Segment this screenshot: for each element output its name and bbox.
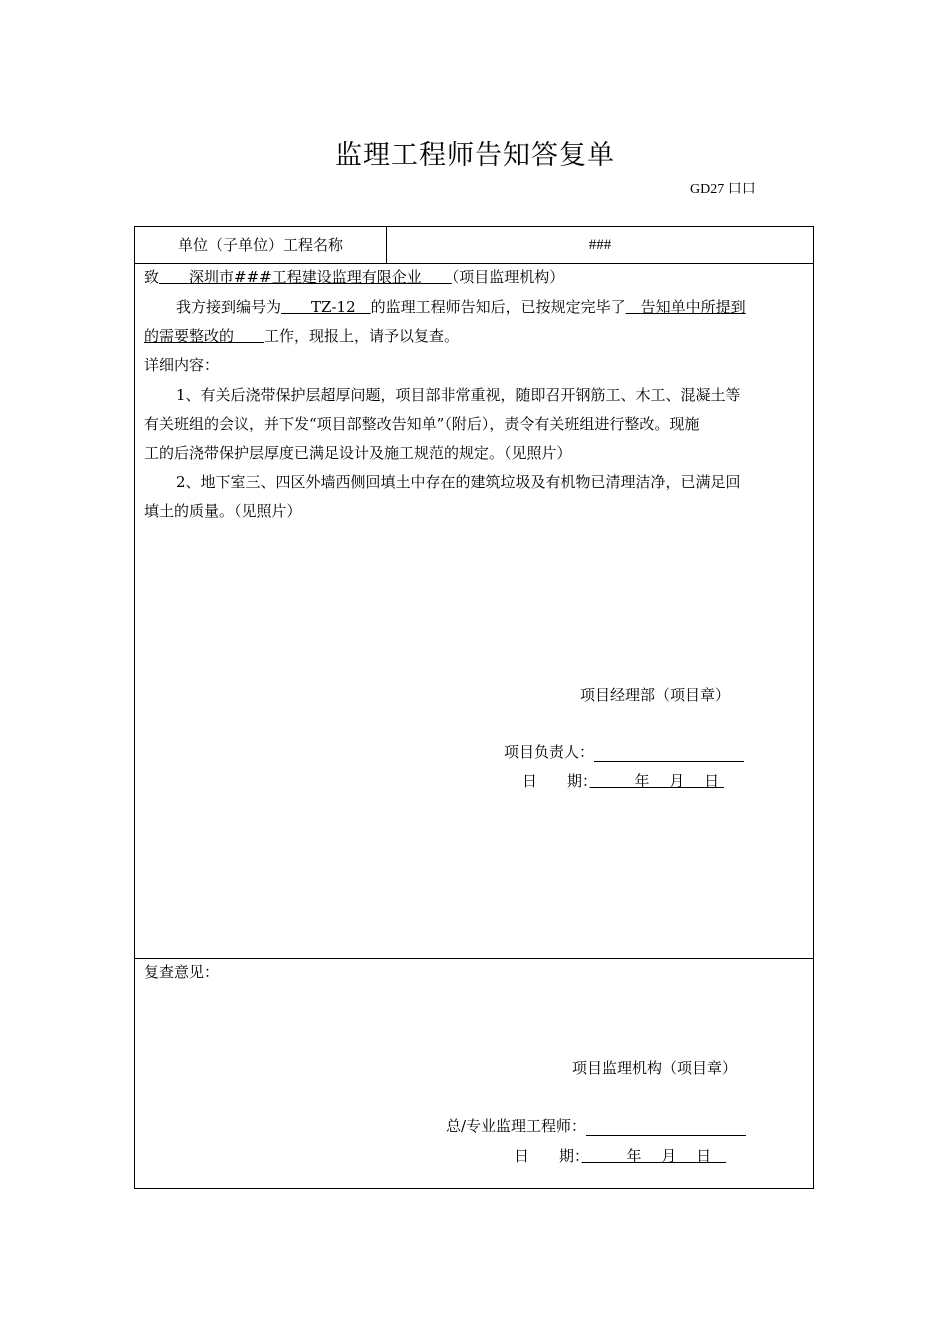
page-title: 监理工程师告知答复单 (335, 140, 615, 171)
contractor-person-label: 项目负责人： (504, 743, 595, 761)
detail-item1-line2: 有关班组的会议，并下发“项目部整改告知单”（附后），责令有关班组进行整改。现施 (144, 415, 700, 433)
review-seal-label: 项目监理机构（项目章） (572, 1059, 738, 1077)
intro-line-1 (176, 296, 746, 317)
details-label: 详细内容： (144, 356, 220, 374)
form-code-boxes: 口口 (727, 182, 756, 197)
contractor-date-line (522, 770, 724, 791)
addressee-prefix: 致 (144, 268, 160, 286)
intro-text-1: 我方接到编号为 (176, 298, 282, 316)
detail-item2-line1: 2、地下室三、四区外墙西侧回填土中存在的建筑垃圾及有机物已清理洁净，已满足回 (176, 473, 741, 491)
project-name-label: 单位（子单位）工程名称 (135, 227, 387, 263)
addressee-suffix: （项目监理机构） (451, 268, 565, 286)
addressee-line (144, 266, 564, 287)
review-date-label: 日 期： (514, 1147, 582, 1165)
notice-number: TZ-12 (311, 298, 356, 316)
engineer-blank (586, 1117, 746, 1136)
project-name-row (135, 227, 813, 264)
detail-item2-line2: 填土的质量。（见照片） (144, 502, 302, 520)
contractor-seal-label: 项目经理部（项目章） (580, 686, 731, 704)
project-name-value: ### (588, 237, 612, 253)
task-text-2: 的需要整改的 (144, 327, 235, 345)
contractor-person-line (504, 741, 744, 762)
intro-text-3: 工作，现报上，请予以复查。 (264, 327, 460, 345)
section-divider (135, 958, 813, 959)
contractor-date-label: 日 期： (522, 772, 590, 790)
form-code-text: GD27 (690, 182, 725, 197)
task-text-1: 告知单中所提到 (640, 298, 746, 316)
contractor-date-field: 年 月 日 (634, 772, 720, 790)
contractor-person-blank (594, 743, 744, 762)
review-label: 复查意见： (144, 963, 220, 981)
form-table (134, 226, 814, 1189)
intro-text-2: 的监理工程师告知后，已按规定完毕了 (370, 298, 626, 316)
detail-item1-line1: 1、有关后浇带保护层超厚问题，项目部非常重视，随即召开钢筋工、木工、混凝土等 (176, 386, 741, 404)
engineer-label: 总/专业监理工程师： (446, 1117, 587, 1135)
detail-item1-line3: 工的后浇带保护层厚度已满足设计及施工规范的规定。（见照片） (144, 444, 572, 462)
review-date-field: 年 月 日 (626, 1147, 712, 1165)
addressee-name: 深圳市###工程建设监理有限企业 (189, 268, 422, 286)
form-code (690, 178, 756, 198)
intro-line-2 (144, 325, 459, 346)
engineer-line (446, 1115, 746, 1136)
review-date-line (514, 1145, 726, 1166)
